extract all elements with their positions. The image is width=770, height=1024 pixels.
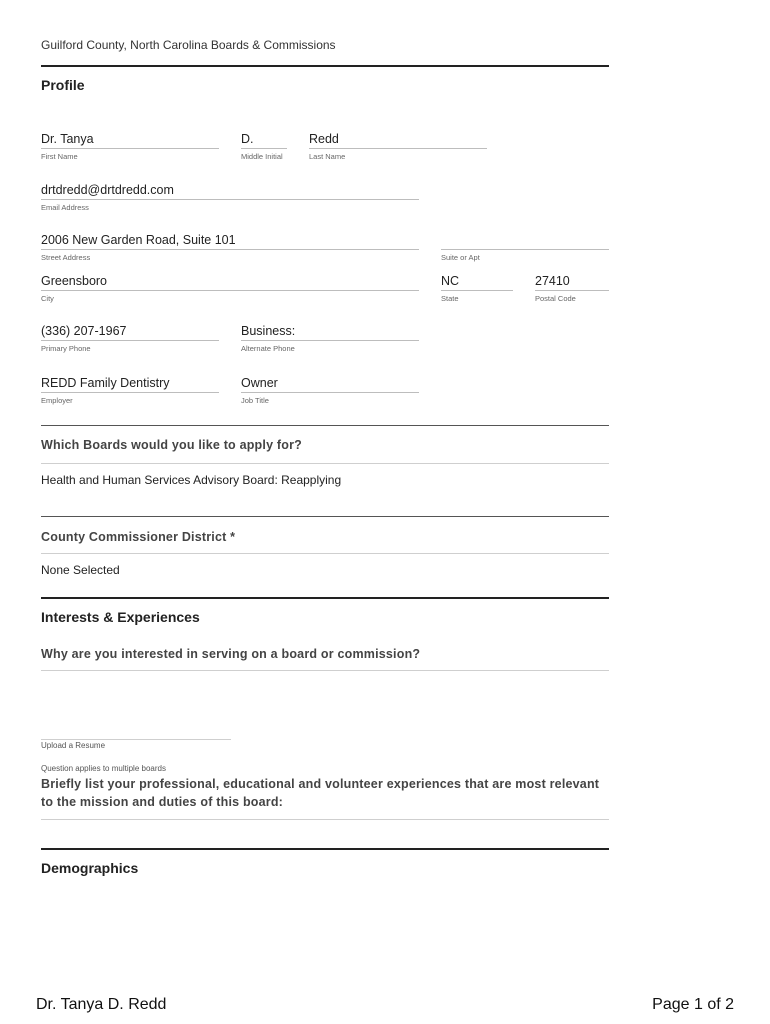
district-answer: None Selected [41, 563, 120, 577]
employer-label: Employer [41, 396, 73, 405]
suite-label: Suite or Apt [441, 253, 480, 262]
section-divider [41, 516, 609, 517]
question-divider [41, 463, 609, 464]
field-underline [41, 148, 219, 149]
question-divider [41, 553, 609, 554]
email-field [41, 182, 419, 212]
first-name-field [41, 131, 219, 161]
last-name-label: Last Name [309, 152, 346, 161]
why-interested-question: Why are you interested in serving on a board or commission? [41, 647, 421, 661]
city-value: Greensboro [41, 274, 108, 288]
field-underline [41, 340, 219, 341]
job-title-value: Owner [241, 376, 278, 390]
section-divider [41, 425, 609, 426]
section-divider [41, 65, 609, 67]
boards-answer: Health and Human Services Advisory Board: Reapplying [41, 473, 342, 487]
postal-code-label: Postal Code [535, 294, 576, 303]
street-address-field [41, 232, 419, 262]
middle-initial-field [241, 131, 287, 161]
field-underline [41, 290, 419, 291]
question-divider [41, 819, 609, 820]
city-label: City [41, 294, 54, 303]
alternate-phone-label: Alternate Phone [241, 344, 295, 353]
field-underline [241, 148, 287, 149]
footer-page-number: Page 1 of 2 [652, 996, 734, 1013]
section-divider [41, 848, 609, 850]
job-title-label: Job Title [241, 396, 269, 405]
employer-field [41, 375, 219, 405]
city-field [41, 273, 419, 303]
footer-applicant-name: Dr. Tanya D. Redd [36, 996, 167, 1013]
alternate-phone-value: Business: [241, 324, 296, 338]
field-underline [41, 249, 419, 250]
street-address-label: Street Address [41, 253, 91, 262]
section-divider [41, 597, 609, 599]
email-value: drtdredd@drtdredd.com [41, 183, 174, 197]
question-divider [41, 670, 609, 671]
primary-phone-field [41, 323, 219, 353]
email-label: Email Address [41, 203, 89, 212]
middle-initial-value: D. [241, 132, 254, 146]
state-value: NC [441, 274, 460, 288]
first-name-label: First Name [41, 152, 78, 161]
field-underline [41, 392, 219, 393]
first-name-value: Dr. Tanya [41, 132, 94, 146]
boards-question: Which Boards would you like to apply for? [41, 438, 302, 452]
state-label: State [441, 294, 459, 303]
last-name-value: Redd [309, 132, 339, 146]
street-address-value: 2006 New Garden Road, Suite 101 [41, 233, 236, 247]
field-underline [309, 148, 487, 149]
last-name-field [309, 131, 487, 161]
field-underline [441, 249, 609, 250]
postal-code-field [535, 273, 609, 303]
job-title-field [241, 375, 419, 405]
multiple-boards-note: Question applies to multiple boards [41, 764, 166, 773]
district-question: County Commissioner District * [41, 530, 236, 544]
field-underline [441, 290, 513, 291]
field-underline [41, 199, 419, 200]
employer-value: REDD Family Dentistry [41, 376, 170, 390]
resume-upload-label: Upload a Resume [41, 741, 106, 750]
alternate-phone-field [241, 323, 419, 353]
primary-phone-value: (336) 207-1967 [41, 324, 127, 338]
experience-question-line2: to the mission and duties of this board: [41, 795, 284, 809]
resume-upload-line [41, 739, 231, 740]
demographics-section-title: Demographics [41, 860, 139, 876]
primary-phone-label: Primary Phone [41, 344, 91, 353]
field-underline [241, 392, 419, 393]
experience-question-line1: Briefly list your professional, educational and volunteer experiences that are most relevant [41, 777, 600, 791]
document-header: Guilford County, North Carolina Boards & Commissions [41, 38, 336, 52]
suite-field [441, 232, 609, 262]
profile-section-title: Profile [41, 77, 85, 93]
middle-initial-label: Middle Initial [241, 152, 283, 161]
postal-code-value: 27410 [535, 274, 570, 288]
field-underline [241, 340, 419, 341]
suite-value [441, 232, 609, 248]
field-underline [535, 290, 609, 291]
interests-section-title: Interests & Experiences [41, 609, 200, 625]
state-field [441, 273, 513, 303]
